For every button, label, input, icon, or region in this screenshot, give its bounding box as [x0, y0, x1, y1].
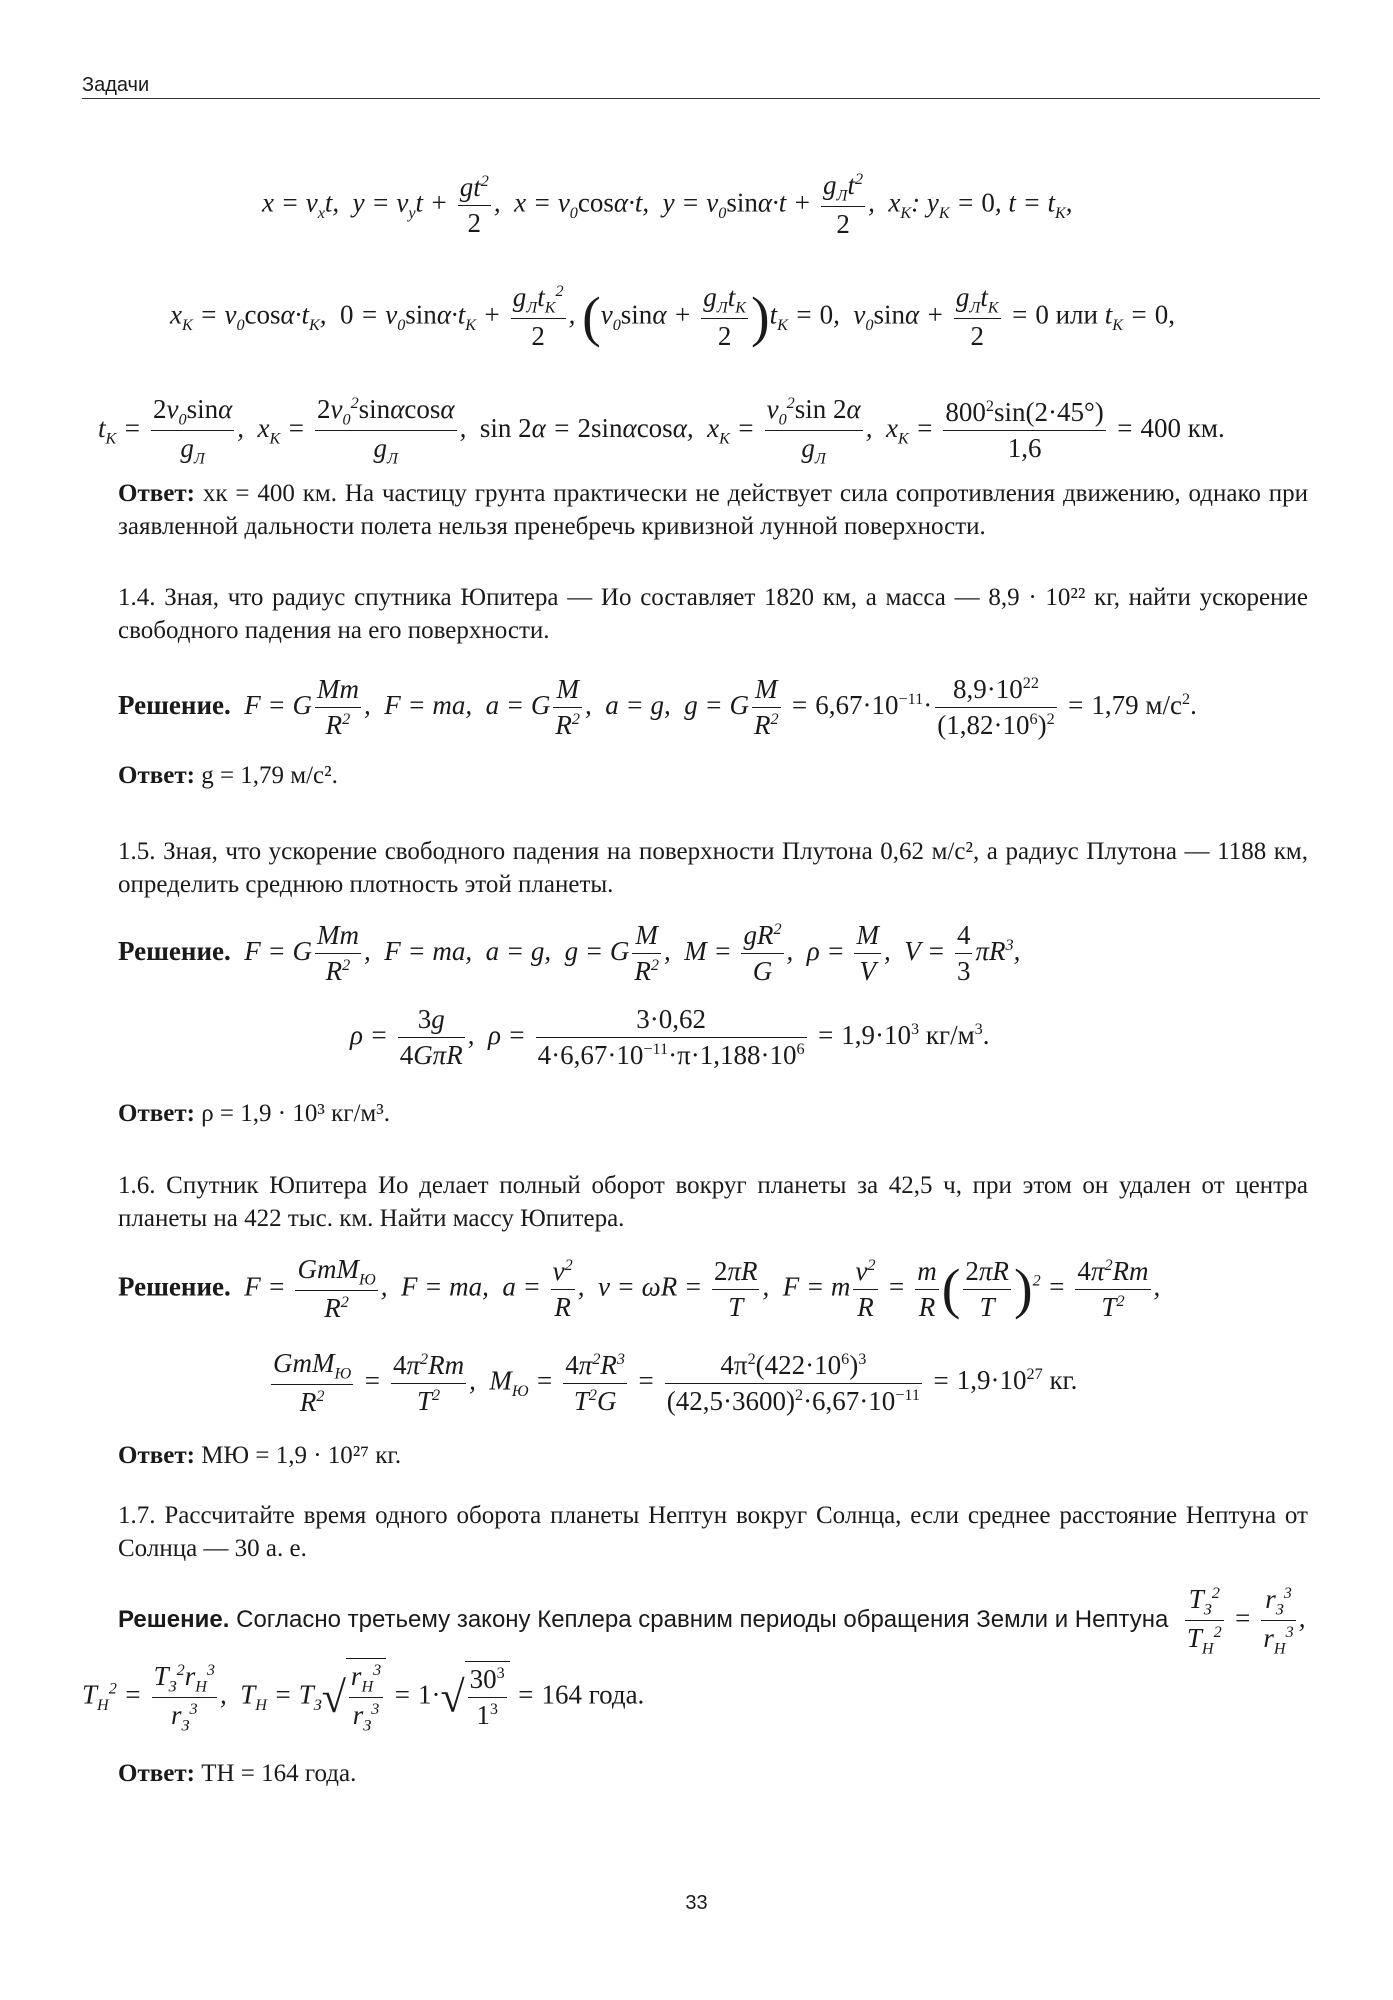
solution-text: Согласно третьему закону Кеплера сравним периоды обращения Земли и Нептуна [236, 1606, 1169, 1634]
answer-1-7 [118, 1758, 1308, 1791]
answer-1-5 [118, 1098, 1308, 1131]
page-number: 33 [685, 1892, 708, 1914]
answer-label: Ответ: [118, 1100, 195, 1127]
formula-range: $t_К$ = $\frac{2v_0\sin\alpha}{g_Л}$ , $x_К$ = $\frac{2v_0^2\sin\alpha\cos\alpha}{g_Л}$ , sin 2α = 2sinαcosα, $x_К$ = $\frac{v_0^2\sin 2\alpha}{g_Л}$ , $x_К$ = $\frac{800^2\sin(2\cdot 45^\circ)}{1,6}$ = 400 км. [98, 394, 1225, 468]
solution-1-5-line2: ρ = $\frac{3g}{\text{4GπR}}$ , ρ = $\frac{3\cdot 0,62}{4\cdot 6,67\cdot 10^{-11}\cdot\pi\cdot 1,188\cdot 10^6}$ = $1,9\cdot 10^3$ $кг/м^3$. [350, 1004, 990, 1071]
answer-label: Ответ: [118, 762, 195, 789]
answer-label: Ответ: [118, 1760, 195, 1787]
section-header: Задачи [82, 74, 150, 96]
solution-1-7-line2: $T_Н^2$ = $\frac{T_З^2r_Н^3}{r_З^3}$ , $T_Н = T_З√$ $\frac{r_Н^3}{r_З^3}$ = 1·√ $\frac{30^3}{1^3}$ = 164 года. [82, 1658, 644, 1737]
answer-1-6 [118, 1440, 1308, 1473]
answer-label: Ответ: [118, 480, 195, 507]
solution-label: Решение. [118, 1606, 230, 1634]
problem-1-6-statement: 1.6. Спутник Юпитера Ио делает полный оборот вокруг планеты за 42,5 ч, при этом он удален от центра планеты на 422 тыс. км. Найти массу Юпитера. [118, 1172, 1308, 1232]
solution-1-5-line1: Решение. F = G $\frac{Mm}{R^2}$ , F = ma, a = g, g = G $\frac{M}{R^2}$ , M = $\frac{gR^2}{G}$ , ρ = $\frac{M}{V}$ , V = $\frac{4}{3}$ $\pi R^3$, [118, 920, 1021, 987]
answer-text: MЮ = 1,9 · 10²⁷ кг. [201, 1442, 402, 1469]
formula-kinematics-line1: $x = v_xt$, $y = v_yt$ + $\frac{gt^2}{2}$ , $x = v_0\cos\alpha\cdot t$, $y = v_0\sin\alpha\cdot t$ + $\frac{g_Лt^2}{2}$ , $x_К$: $y_К = 0$, $t = t_К$, [262, 170, 1073, 240]
problem-1-7-statement: 1.7. Рассчитайте время одного оборота планеты Нептун вокруг Солнца, если среднее расстояние Нептуна от Солнца — 30 а. е. [118, 1502, 1308, 1562]
solution-label: Решение. [118, 1271, 231, 1302]
solution-label: Решение. [118, 935, 231, 966]
solution-1-4: Решение. F = G $\frac{Mm}{R^2}$ , F = ma, a = G $\frac{M}{R^2}$ , a = g, g = G $\frac{M}{R^2}$ = $6,67\cdot 10^{-11}\cdot$ $\frac{8,9\cdot 10^{22}}{(1,82\cdot 10^6)^2}$ = 1,79 $м/с^2$. [118, 674, 1197, 741]
answer-1-3 [118, 478, 1308, 543]
formula-kinematics-line2: $x_К = v_0\cos\alpha\cdot t_К$, $0 = v_0\sin\alpha\cdot t_К$ + $\frac{g_Лt_К^2}{2}$ , ($v_0\sin\alpha$ + $\frac{g_Лt_К}{2}$ )$t_К = 0$, $v_0\sin\alpha$ + $\frac{g_Лt_К}{2}$ = 0 или $t_К = 0$, [170, 282, 1175, 352]
problem-1-4-statement: 1.4. Зная, что радиус спутника Юпитера — Ио составляет 1820 км, а масса — 8,9 · 10²² кг, найти ускорение свободного падения на его поверхности. [118, 584, 1308, 644]
solution-label: Решение. [118, 689, 231, 720]
answer-text: g = 1,79 м/с². [201, 762, 338, 789]
solution-1-6-line2: $\frac{GmM_Ю}{R^2}$ = $\frac{4\pi^2Rm}{T^2}$ , $M_Ю$ = $\frac{4\pi^2R^3}{T^2G}$ = $\frac{4\pi^2(422\cdot 10^6)^3}{(42,5\cdot 3600)^2\cdot 6,67\cdot 10^{-11}}$ = $1,9\cdot 10^{27}$ кг. [273, 1348, 1078, 1418]
answer-text: TН = 164 года. [201, 1760, 357, 1787]
solution-1-7-line1: Решение. Согласно третьему закону Кеплера сравним периоды обращения Земли и Нептуна $\frac{T_З^2}{T_Н^2}$ = $\frac{r_З^3}{r_Н^3}$ , [118, 1584, 1306, 1658]
solution-1-6-line1: Решение. F = $\frac{GmM_Ю}{R^2}$ , F = ma, a = $\frac{v^2}{R}$ , v = ωR = $\frac{2\pi R}{T}$ , F = m $\frac{v^2}{R}$ = $\frac{m}{R}$ ( $\frac{2\pi R}{T}$ )$^2$ = $\frac{4\pi^2Rm}{T^2}$ , [118, 1254, 1161, 1324]
answer-text: xк = 400 км. На частицу грунта практически не действует сила сопротивления движению, однако при заявленной дальности полета нельзя пренебречь кривизной лунной поверхности. [118, 480, 1308, 540]
header-rule [82, 98, 1320, 99]
answer-text: ρ = 1,9 · 10³ кг/м³. [201, 1100, 390, 1127]
problem-1-5-statement: 1.5. Зная, что ускорение свободного падения на поверхности Плутона 0,62 м/с², а радиус Плутона — 1188 км, определить среднюю плотность этой планеты. [118, 838, 1308, 898]
answer-1-4 [118, 760, 1308, 793]
answer-label: Ответ: [118, 1442, 195, 1469]
